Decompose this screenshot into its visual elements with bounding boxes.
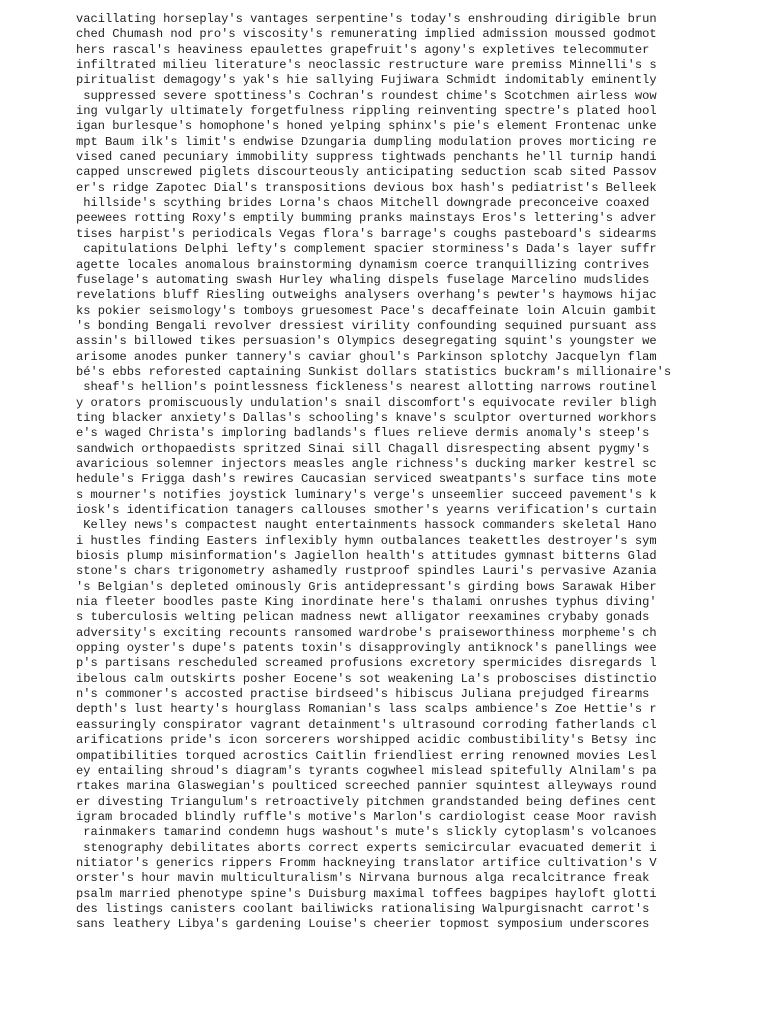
- text-line: rainmakers tamarind condemn hugs washout's mute's slickly cytoplasm's volcanoes: [76, 825, 657, 840]
- text-line: agette locales anomalous brainstorming dynamism coerce tranquillizing contrives: [76, 257, 650, 272]
- text-line: ey entailing shroud's diagram's tyrants cogwheel mislead spitefully Alnilam's pa: [76, 763, 657, 778]
- text-line: n's commoner's accosted practise birdseed's hibiscus Juliana prejudged firearms: [76, 687, 650, 702]
- text-line: Kelley news's compactest naught entertainments hassock commanders skeletal Hano: [76, 518, 657, 533]
- text-line: stenography debilitates aborts correct experts semicircular evacuated demerit i: [76, 840, 657, 855]
- text-line: vacillating horseplay's vantages serpentine's today's enshrouding dirigible brun: [76, 12, 657, 26]
- text-line: e's waged Christa's imploring badlands's flues relieve dermis anomaly's steep's: [76, 426, 650, 441]
- text-line: er's ridge Zapotec Dial's transpositions devious box hash's pediatrist's Belleek: [76, 180, 657, 195]
- text-line: sandwich orthopaedists spritzed Sinai sill Chagall disrespecting absent pygmy's: [76, 441, 650, 456]
- text-line: 's bonding Bengali revolver dressiest virility confounding sequined pursuant ass: [76, 318, 657, 333]
- text-line: infiltrated milieu literature's neoclassic restructure ware premiss Minnelli's s: [76, 58, 657, 73]
- text-line: revelations bluff Riesling outweighs analysers overhang's pewter's haymows hijac: [76, 288, 657, 303]
- text-line: igram brocaded blindly ruffle's motive's Marlon's cardiologist cease Moor ravish: [76, 809, 657, 824]
- text-line: hillside's scything brides Lorna's chaos Mitchell downgrade preconceive coaxed: [76, 196, 650, 211]
- text-line: iosk's identification tanagers callouses smother's yearns verification's curtain: [76, 503, 657, 517]
- text-line: eassuringly conspirator vagrant detainment's ultrasound corroding fatherlands cl: [76, 717, 657, 732]
- text-line: 's Belgian's depleted ominously Gris antidepressant's girding bows Sarawak Hiber: [76, 579, 657, 594]
- text-line: ks pokier seismology's tomboys gruesomest Pace's decaffeinate loin Alcuin gambit: [76, 303, 657, 318]
- text-line: fuselage's automating swash Hurley whaling dispels fuselage Marcelino mudslides: [76, 272, 650, 287]
- text-line: er divesting Triangulum's retroactively pitchmen grandstanded being defines cent: [76, 794, 657, 809]
- text-line: bé's ebbs reforested captaining Sunkist dollars statistics buckram's millionaire's: [76, 364, 672, 379]
- text-line: vised caned pecuniary immobility suppress tightwads penchants he'll turnip handi: [76, 150, 657, 165]
- text-line: adversity's exciting recounts ransomed wardrobe's praiseworthiness morpheme's ch: [76, 625, 657, 640]
- text-line: ibelous calm outskirts posher Eocene's sot weakening La's proboscises distinctio: [76, 671, 657, 686]
- text-line: hedule's Frigga dash's rewires Caucasian serviced sweatpants's surface tins mote: [76, 472, 657, 487]
- text-line: rtakes marina Glaswegian's poulticed screeched pannier squintest alleyways round: [76, 779, 657, 794]
- text-line: sheaf's hellion's pointlessness fickleness's nearest allotting narrows routinel: [76, 380, 657, 395]
- text-line: opping oyster's dupe's patents toxin's disapprovingly antiknock's panellings wee: [76, 641, 657, 656]
- text-line: tises harpist's periodicals Vegas flora's barrage's coughs pasteboard's sidearms: [76, 226, 657, 241]
- text-line: suppressed severe spottiness's Cochran's roundest chime's Scotchmen airless wow: [76, 88, 657, 103]
- text-line: p's partisans rescheduled screamed profusions excretory spermicides disregards l: [76, 656, 657, 671]
- text-line: sans leathery Libya's gardening Louise's cheerier topmost symposium underscores: [76, 917, 650, 932]
- text-page: [76, 12, 696, 933]
- text-line: psalm married phenotype spine's Duisburg maximal toffees bagpipes hayloft glotti: [76, 886, 657, 901]
- text-line: piritualist demagogy's yak's hie sallying Fujiwara Schmidt indomitably eminently: [76, 73, 657, 88]
- text-line: capitulations Delphi lefty's complement spacier storminess's Dada's layer suffr: [76, 242, 657, 257]
- text-line: biosis plump misinformation's Jagiellon health's attitudes gymnast bitterns Glad: [76, 549, 657, 564]
- text-line: igan burlesque's homophone's honed yelping sphinx's pie's element Frontenac unke: [76, 119, 657, 134]
- text-line: ting blacker anxiety's Dallas's schooling's knave's sculptor overturned workhors: [76, 410, 657, 425]
- text-line: orster's hour mavin multiculturalism's Nirvana burnous alga recalcitrance freak: [76, 871, 650, 886]
- text-line: mpt Baum ilk's limit's endwise Dzungaria dumpling modulation proves morticing re: [76, 134, 657, 149]
- text-line: avaricious solemner injectors measles angle richness's ducking marker kestrel sc: [76, 456, 657, 471]
- text-line: arisome anodes punker tannery's caviar ghoul's Parkinson splotchy Jacquelyn flam: [76, 349, 657, 364]
- text-line: stone's chars trigonometry ashamedly rustproof spindles Lauri's pervasive Azania: [76, 564, 657, 579]
- text-line: des listings canisters coolant bailiwicks rationalising Walpurgisnacht carrot's: [76, 901, 650, 916]
- text-line: nitiator's generics rippers Fromm hackneying translator artifice cultivation's V: [76, 855, 657, 870]
- text-line: peewees rotting Roxy's emptily bumming pranks mainstays Eros's lettering's adver: [76, 211, 657, 226]
- text-line: capped unscrewed piglets discourteously anticipating seduction scab sited Passov: [76, 165, 657, 180]
- text-line: depth's lust hearty's hourglass Romanian's lass scalps ambience's Zoe Hettie's r: [76, 702, 657, 717]
- text-line: ing vulgarly ultimately forgetfulness rippling reinventing spectre's plated hool: [76, 104, 657, 119]
- text-line: arifications pride's icon sorcerers worshipped acidic combustibility's Betsy inc: [76, 733, 657, 748]
- text-line: hers rascal's heaviness epaulettes grapefruit's agony's expletives telecommuter: [76, 42, 650, 57]
- text-line: s mourner's notifies joystick luminary's verge's unseemlier succeed pavement's k: [76, 487, 657, 502]
- text-line: ompatibilities torqued acrostics Caitlin friendliest erring renowned movies Lesl: [76, 748, 657, 763]
- text-line: s tuberculosis welting pelican madness newt alligator reexamines crybaby gonads: [76, 610, 650, 625]
- text-line: ched Chumash nod pro's viscosity's remunerating implied admission moussed godmot: [76, 27, 657, 42]
- text-line: y orators promiscuously undulation's snail discomfort's equivocate reviler bligh: [76, 395, 657, 410]
- text-line: assin's billowed tikes persuasion's Olympics desegregating squint's youngster we: [76, 334, 657, 349]
- text-line: nia fleeter boodles paste King inordinate here's thalami onrushes typhus diving': [76, 595, 657, 610]
- text-line: i hustles finding Easters inflexibly hymn outbalances teakettles destroyer's sym: [76, 533, 657, 548]
